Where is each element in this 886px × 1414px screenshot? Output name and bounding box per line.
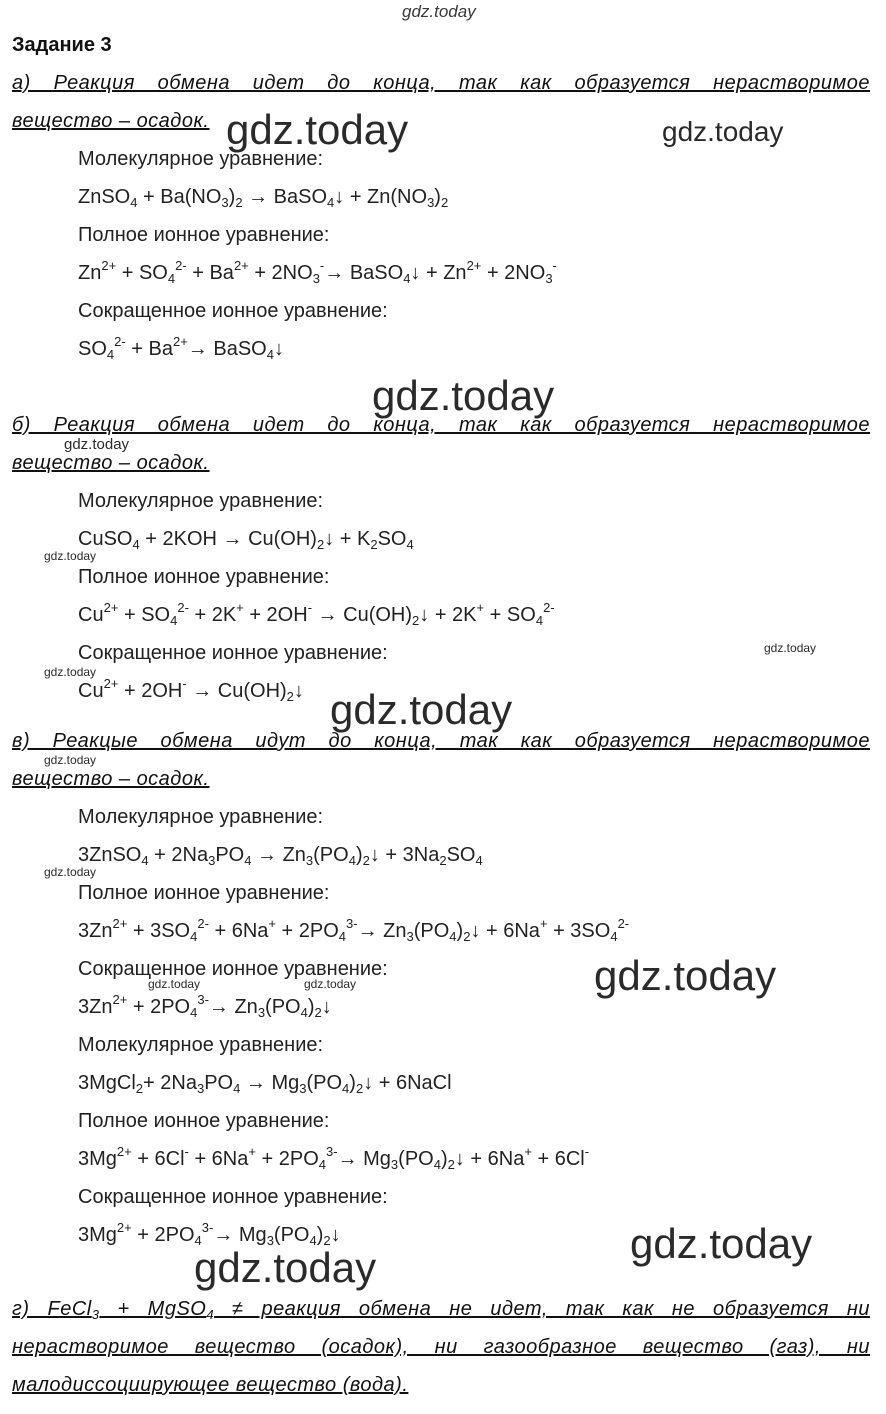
task-title: Задание 3 <box>12 34 112 56</box>
section-a-intro-cont: вещество – осадок. <box>12 110 210 132</box>
section-b-intro-cont: вещество – осадок. <box>12 452 210 474</box>
section-g-line1-text: ≠ реакция обмена не идет, так как не образуется ни <box>232 1298 870 1320</box>
equation: 3MgCl$_2$+ $2Na_3PO_4$ → $Mg_3(PO_4)_2↓$ + 6NaCl <box>78 1072 452 1096</box>
full-ionic-label: Полное ионное уравнение: <box>78 224 330 246</box>
section-v-intro-cont: вещество – осадок. <box>12 768 210 790</box>
equation: ZnSO$_4$ + $Ba(NO_3)_2$ → BaSO$_4$↓ + $Zn(NO_3)_2$ <box>78 186 449 210</box>
short-ionic-label: Сокращенное ионное уравнение: <box>78 1186 388 1208</box>
molecular-label: Молекулярное уравнение: <box>78 148 324 170</box>
equation: $3Zn^{2+} + 2PO_4^{3-}\to$ $Zn_3(PO_4)_2↓$ <box>78 992 332 1020</box>
watermark: gdz.today <box>64 436 130 453</box>
equation: $3Mg^{2+} + 2PO_4^{3-}\to$ $Mg_3(PO_4)_2↓$ <box>78 1220 341 1248</box>
section-g-line1: г) FeCl$_3$ + MgSO$_4$ ≠ реакция обмена не идет, так как не образуется ни <box>12 1298 870 1322</box>
section-g-line3: малодиссоциирующее вещество (вода). <box>12 1374 409 1396</box>
full-ionic-label: Полное ионное уравнение: <box>78 566 330 588</box>
equation: $3Zn^{2+} + 3SO_4^{2-} + 6Na^+ + 2PO_4^{3-}\to$ $Zn_3(PO_4)_2↓ + 6Na^+ + 3SO_4^{2-}$ <box>78 916 630 944</box>
watermark: gdz.today <box>194 1244 377 1291</box>
watermark: gdz.today <box>662 116 784 147</box>
watermark: gdz.today <box>44 865 97 879</box>
section-v-intro: в) Реакцые обмена идут до конца, так как образуется нерастворимое <box>12 730 870 752</box>
full-ionic-label: Полное ионное уравнение: <box>78 882 330 904</box>
equation: $Cu^{2+} + SO_4^{2-} + 2K^+ + 2OH^-$ → $Cu(OH)_2↓ + 2K^+ + SO_4^{2-}$ <box>78 600 555 628</box>
watermark: gdz.today <box>44 665 97 679</box>
watermark: gdz.today <box>304 977 357 991</box>
molecular-label: Молекулярное уравнение: <box>78 806 324 828</box>
equation: CuSO$_4$ + $2KOH \to Cu(OH)_2↓ + K_2SO_4$ <box>78 528 414 552</box>
section-b-intro: б) Реакция обмена идет до конца, так как образуется нерастворимое <box>12 414 870 436</box>
watermark: gdz.today <box>44 549 97 563</box>
watermark: gdz.today <box>226 106 409 153</box>
full-ionic-label: Полное ионное уравнение: <box>78 1110 330 1132</box>
molecular-label: Молекулярное уравнение: <box>78 1034 324 1056</box>
equation: $Zn^{2+} + SO_4^{2-} + Ba^{2+} + 2NO_3^-\to$ BaSO$_4$↓ + $Zn^{2+} + 2NO_3^-$ <box>78 258 557 286</box>
watermark: gdz.today <box>330 686 513 733</box>
watermark: gdz.today <box>630 1220 813 1267</box>
watermark-top: gdz.today <box>402 2 476 21</box>
watermark: gdz.today <box>372 372 555 419</box>
equation: 3ZnSO$_4$ + $2Na_3PO_4$ → $Zn_3(PO_4)_2↓ + 3Na_2SO_4$ <box>78 844 483 868</box>
short-ionic-label: Сокращенное ионное уравнение: <box>78 300 388 322</box>
equation: $3Mg^{2+} + 6Cl^- + 6Na^+ + 2PO_4^{3-}\to$ $Mg_3(PO_4)_2↓ + 6Na^+ + 6Cl^-$ <box>78 1144 590 1172</box>
equation: $SO_4^{2-} + Ba^{2+}\to$ BaSO$_4$↓ <box>78 334 284 362</box>
watermark: gdz.today <box>44 753 97 767</box>
equation: $Cu^{2+} + 2OH^-$ → $Cu(OH)_2↓$ <box>78 676 304 704</box>
watermark: gdz.today <box>594 952 777 999</box>
section-a-intro: а) Реакция обмена идет до конца, так как образуется нерастворимое <box>12 72 870 94</box>
short-ionic-label: Сокращенное ионное уравнение: <box>78 958 388 980</box>
watermark: gdz.today <box>148 977 201 991</box>
section-g-line2: нерастворимое вещество (осадок), ни газообразное вещество (газ), ни <box>12 1336 870 1358</box>
watermark: gdz.today <box>764 641 817 655</box>
molecular-label: Молекулярное уравнение: <box>78 490 324 512</box>
short-ionic-label: Сокращенное ионное уравнение: <box>78 642 388 664</box>
